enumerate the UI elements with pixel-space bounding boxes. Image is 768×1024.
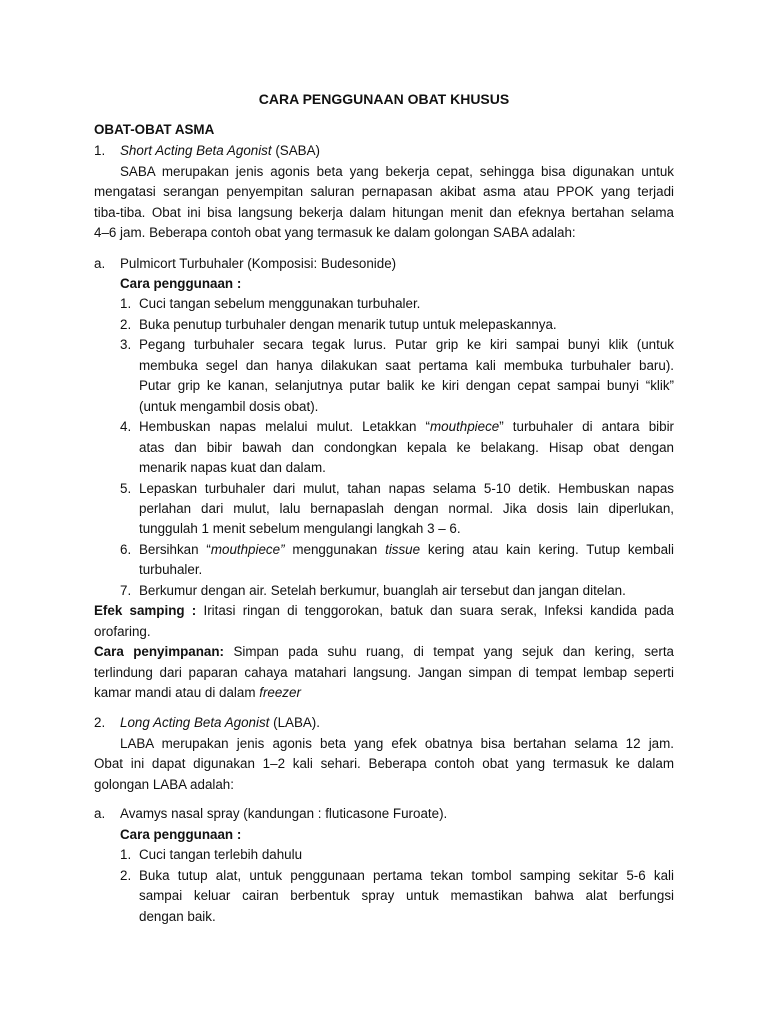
drug-letter: a. bbox=[94, 806, 106, 821]
step-number: 2. bbox=[120, 868, 132, 883]
step-line: Berkumur dengan air. Setelah berkumur, buanglah air tersebut dan jangan ditelan. bbox=[139, 583, 626, 598]
step-line: Cuci tangan sebelum menggunakan turbuhaler. bbox=[139, 296, 421, 311]
step-line: Buka penutup turbuhaler dengan menarik tutup untuk melepaskannya. bbox=[139, 317, 557, 332]
storage-line: Cara penyimpanan: Simpan pada suhu ruang, di tempat yang sejuk dan kering, serta bbox=[94, 644, 674, 659]
step-number: 4. bbox=[120, 419, 132, 434]
step-line: membuka segel dan hanya dilakukan saat pertama kali membuka turbuhaler baru). bbox=[139, 358, 674, 373]
section-heading: OBAT-OBAT ASMA bbox=[94, 122, 215, 137]
mouthpiece-term: mouthpiece” bbox=[210, 542, 285, 557]
step-line: Cuci tangan terlebih dahulu bbox=[139, 847, 303, 862]
side-effect-line: orofaring. bbox=[94, 624, 151, 639]
laba-intro-line: LABA merupakan jenis agonis beta yang efek obatnya bisa bertahan selama 12 jam. bbox=[120, 736, 674, 751]
freezer-term: freezer bbox=[259, 685, 301, 700]
laba-abbr: (LABA). bbox=[269, 715, 320, 730]
step-line: Bersihkan “mouthpiece” menggunakan tissue kering atau kain kering. Tutup kembali bbox=[139, 542, 674, 557]
step-line: Putar grip ke kanan, selanjutnya putar balik ke kiri dengan cepat sampai bunyi “klik” bbox=[139, 378, 674, 393]
step-line: dengan baik. bbox=[139, 909, 216, 924]
laba-heading bbox=[120, 713, 320, 733]
laba-name: Long Acting Beta Agonist bbox=[120, 715, 270, 730]
usage-heading: Cara penggunaan : bbox=[120, 276, 242, 291]
step-number: 6. bbox=[120, 542, 132, 557]
document-title: CARA PENGGUNAAN OBAT KHUSUS bbox=[258, 91, 510, 107]
step-line: Pegang turbuhaler secara tegak lurus. Putar grip ke kiri sampai bunyi klik (untuk bbox=[139, 337, 674, 352]
step-number: 2. bbox=[120, 317, 132, 332]
laba-intro-line: Obat ini dapat digunakan 1–2 kali sehari. Beberapa contoh obat yang termasuk ke dalam bbox=[94, 756, 674, 771]
side-effect-label: Efek samping : bbox=[94, 603, 197, 618]
saba-abbr: (SABA) bbox=[271, 143, 320, 158]
step-line: Lepaskan turbuhaler dari mulut, tahan napas selama 5-10 detik. Hembuskan napas bbox=[139, 481, 674, 496]
step-number: 1. bbox=[120, 296, 132, 311]
storage-label: Cara penyimpanan: bbox=[94, 644, 224, 659]
drug-letter: a. bbox=[94, 256, 106, 271]
mouthpiece-term: mouthpiece bbox=[430, 419, 500, 434]
step-line: sampai keluar cairan berbentuk spray untuk memastikan bahwa alat berfungsi bbox=[139, 888, 674, 903]
step-line: Buka tutup alat, untuk penggunaan pertama tekan tombol samping sekitar 5-6 kali bbox=[139, 868, 674, 883]
saba-name: Short Acting Beta Agonist bbox=[120, 143, 272, 158]
laba-intro-line: golongan LABA adalah: bbox=[94, 777, 234, 792]
saba-intro-line: SABA merupakan jenis agonis beta yang bekerja cepat, sehingga bisa digunakan untuk bbox=[120, 164, 674, 179]
step-number: 7. bbox=[120, 583, 132, 598]
step-line: tunggulah 1 menit sebelum mengulangi langkah 3 – 6. bbox=[139, 521, 461, 536]
step-number: 3. bbox=[120, 337, 132, 352]
drug-name: Pulmicort Turbuhaler (Komposisi: Budesonide) bbox=[120, 256, 397, 271]
drug-name: Avamys nasal spray (kandungan : fluticasone Furoate). bbox=[120, 806, 448, 821]
item-number: 2. bbox=[94, 715, 106, 730]
step-line: (untuk mengambil dosis obat). bbox=[139, 399, 319, 414]
step-line: perlahan dari mulut, lalu bernapaslah dengan normal. Jika dosis lain diperlukan, bbox=[139, 501, 674, 516]
saba-intro-line: mengatasi serangan penyempitan saluran pernapasan akibat asma atau PPOK yang terjadi bbox=[94, 184, 674, 199]
step-line: menarik napas kuat dan dalam. bbox=[139, 460, 326, 475]
tissue-term: tissue bbox=[385, 542, 421, 557]
step-line: Hembuskan napas melalui mulut. Letakkan “mouthpiece” turbuhaler di antara bibir bbox=[139, 419, 674, 434]
side-effect-line: Efek samping : Iritasi ringan di tenggorokan, batuk dan suara serak, Infeksi kandida pada bbox=[94, 603, 674, 618]
saba-intro-line: 4–6 jam. Beberapa contoh obat yang termasuk ke dalam golongan SABA adalah: bbox=[94, 225, 576, 240]
item-number: 1. bbox=[94, 143, 106, 158]
step-number: 1. bbox=[120, 847, 132, 862]
step-line: turbuhaler. bbox=[139, 562, 203, 577]
saba-intro-line: tiba-tiba. Obat ini bisa langsung bekerja dalam hitungan menit dan efeknya bertahan selama bbox=[94, 205, 674, 220]
step-line: atas dan bibir bawah dan condongkan kepala ke belakang. Hisap obat dengan bbox=[139, 440, 674, 455]
saba-heading bbox=[120, 141, 320, 161]
step-number: 5. bbox=[120, 481, 132, 496]
storage-line: kamar mandi atau di dalam freezer bbox=[94, 685, 301, 700]
storage-line: terlindung dari paparan cahaya matahari langsung. Jangan simpan di tempat lembap seperti bbox=[94, 665, 674, 680]
usage-heading: Cara penggunaan : bbox=[120, 827, 242, 842]
